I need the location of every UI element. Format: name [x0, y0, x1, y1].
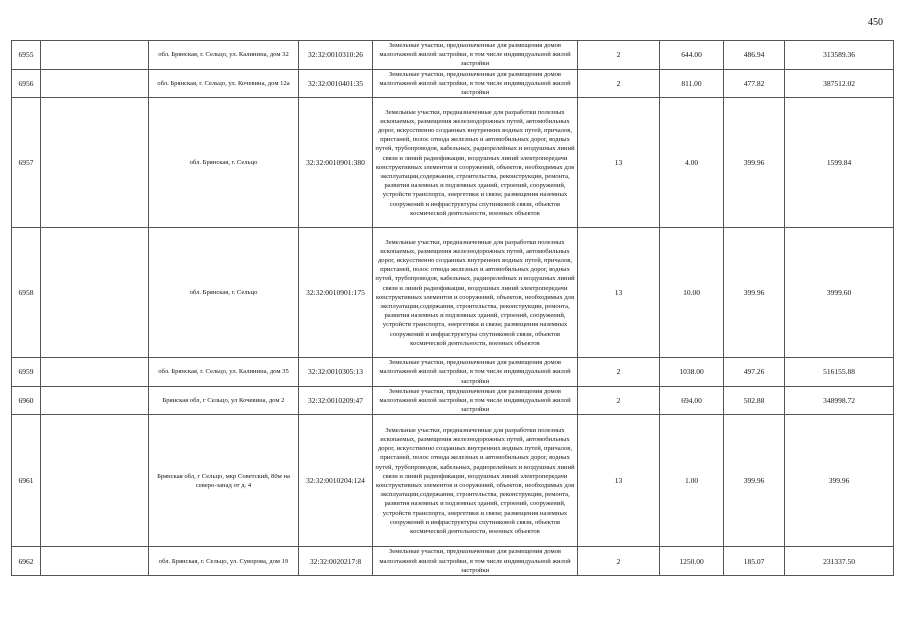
group-cell: 13: [578, 415, 660, 547]
row-number: 6962: [12, 547, 41, 576]
cadastral-number-cell: 32:32:0010401:35: [299, 69, 373, 98]
area-cell: 1038.00: [660, 358, 724, 387]
area-cell: 10.00: [660, 228, 724, 358]
cadastral-number-cell: 32:32:0010901:380: [299, 98, 373, 228]
specific-value-cell: 399.96: [724, 228, 785, 358]
table-row: [12, 358, 894, 387]
row-number: 6955: [12, 41, 41, 70]
cadastral-number-cell: 32:32:0010209:47: [299, 386, 373, 415]
group-cell: 2: [578, 386, 660, 415]
specific-value-cell: 477.82: [724, 69, 785, 98]
spacer-cell: [41, 228, 149, 358]
land-purpose-cell: Земельные участки, предназначенные для разработки полезных ископаемых, размещения железнодорожных путей, автомобильных дорог, искусственно созданных внутренних водных путей, причалов, пристаней, полос отвода железных и автомобильных дорог, водных путей, трубопроводов, кабельных, радиорелейных и воздушных линий связи и линий радиофикации, воздушных линий электропередачи конструктивных элементов и сооружений, объектов, необходимых для эксплуатации,содержания, строительства, реконструкции, ремонта, развития наземных и подземных зданий, строений, сооружений, устройств транспорта, энергетики и связи; размещения наземных сооружений и инфраструктуры спутниковой связи, объектов космической деятельности, военных объектов: [373, 228, 578, 358]
cadastral-value-cell: 399.96: [785, 415, 894, 547]
land-purpose-cell: Земельные участки, предназначенные для размещения домов малоэтажной жилой застройки, в том числе индивидуальной жилой застройки: [373, 41, 578, 70]
land-purpose-cell: Земельные участки, предназначенные для размещения домов малоэтажной жилой застройки, в том числе индивидуальной жилой застройки: [373, 358, 578, 387]
area-cell: 1.00: [660, 415, 724, 547]
cadastral-value-cell: 1599.84: [785, 98, 894, 228]
row-number: 6956: [12, 69, 41, 98]
cadastral-number-cell: 32:32:0020217:8: [299, 547, 373, 576]
group-cell: 2: [578, 358, 660, 387]
specific-value-cell: 486.94: [724, 41, 785, 70]
area-cell: 694.00: [660, 386, 724, 415]
area-cell: 811.00: [660, 69, 724, 98]
land-purpose-cell: Земельные участки, предназначенные для размещения домов малоэтажной жилой застройки, в том числе индивидуальной жилой застройки: [373, 69, 578, 98]
spacer-cell: [41, 41, 149, 70]
spacer-cell: [41, 547, 149, 576]
cadastral-value-cell: 313589.36: [785, 41, 894, 70]
address-cell: обл. Брянская, г. Сельцо: [149, 228, 299, 358]
group-cell: 13: [578, 98, 660, 228]
table-row: [12, 386, 894, 415]
land-purpose-cell: Земельные участки, предназначенные для размещения домов малоэтажной жилой застройки, в том числе индивидуальной жилой застройки: [373, 547, 578, 576]
table-row: [12, 547, 894, 576]
area-cell: 644.00: [660, 41, 724, 70]
cadastral-number-cell: 32:32:0010204:124: [299, 415, 373, 547]
table-row: [12, 69, 894, 98]
spacer-cell: [41, 415, 149, 547]
group-cell: 13: [578, 228, 660, 358]
cadastral-number-cell: 32:32:0010901:175: [299, 228, 373, 358]
cadastral-number-cell: 32:32:0010310:26: [299, 41, 373, 70]
address-cell: обл. Брянская, г. Сельцо, ул. Кочевина, дом 12а: [149, 69, 299, 98]
specific-value-cell: 185.07: [724, 547, 785, 576]
area-cell: 1250.00: [660, 547, 724, 576]
cadastral-number-cell: 32:32:0010305:13: [299, 358, 373, 387]
address-cell: Брянская обл, г Сельцо, мкр Советский, 80м на северо-запад от д. 4: [149, 415, 299, 547]
land-purpose-cell: Земельные участки, предназначенные для разработки полезных ископаемых, размещения железнодорожных путей, автомобильных дорог, искусственно созданных внутренних водных путей, причалов, пристаней, полос отвода железных и автомобильных дорог, водных путей, трубопроводов, кабельных, радиорелейных и воздушных линий связи и линий радиофикации, воздушных линий электропередачи конструктивных элементов и сооружений, объектов, необходимых для эксплуатации,содержания, строительства, реконструкции, ремонта, развития наземных и подземных зданий, строений, сооружений, устройств транспорта, энергетики и связи; размещения наземных сооружений и инфраструктуры спутниковой связи, объектов космической деятельности, военных объектов: [373, 98, 578, 228]
specific-value-cell: 502.88: [724, 386, 785, 415]
cadastral-value-cell: 231337.50: [785, 547, 894, 576]
table-row: [12, 415, 894, 547]
table-row: [12, 98, 894, 228]
area-cell: 4.00: [660, 98, 724, 228]
cadastral-value-cell: 387512.02: [785, 69, 894, 98]
spacer-cell: [41, 69, 149, 98]
specific-value-cell: 399.96: [724, 415, 785, 547]
row-number: 6957: [12, 98, 41, 228]
table-row: [12, 228, 894, 358]
page-number: 450: [868, 17, 883, 28]
group-cell: 2: [578, 69, 660, 98]
address-cell: Брянская обл, г Сельцо, ул Кочевина, дом 2: [149, 386, 299, 415]
specific-value-cell: 399.96: [724, 98, 785, 228]
cadastral-value-cell: 3999.60: [785, 228, 894, 358]
spacer-cell: [41, 98, 149, 228]
cadastral-value-cell: 516155.88: [785, 358, 894, 387]
cadastral-value-cell: 348998.72: [785, 386, 894, 415]
table-row: [12, 41, 894, 70]
address-cell: обл. Брянская, г. Сельцо, ул. Суворова, дом 19: [149, 547, 299, 576]
address-cell: обл. Брянская, г. Сельцо, ул. Калинина, дом 32: [149, 41, 299, 70]
land-purpose-cell: Земельные участки, предназначенные для размещения домов малоэтажной жилой застройки, в том числе индивидуальной жилой застройки: [373, 386, 578, 415]
group-cell: 2: [578, 547, 660, 576]
group-cell: 2: [578, 41, 660, 70]
specific-value-cell: 497.26: [724, 358, 785, 387]
row-number: 6959: [12, 358, 41, 387]
row-number: 6961: [12, 415, 41, 547]
row-number: 6958: [12, 228, 41, 358]
land-registry-table: [11, 40, 894, 576]
spacer-cell: [41, 358, 149, 387]
spacer-cell: [41, 386, 149, 415]
address-cell: обл. Брянская, г. Сельцо: [149, 98, 299, 228]
land-purpose-cell: Земельные участки, предназначенные для разработки полезных ископаемых, размещения железнодорожных путей, автомобильных дорог, искусственно созданных внутренних водных путей, причалов, пристаней, полос отвода железных и автомобильных дорог, водных путей, трубопроводов, кабельных, радиорелейных и воздушных линий связи и линий радиофикации, воздушных линий электропередачи конструктивных элементов и сооружений, объектов, необходимых для эксплуатации,содержания, строительства, реконструкции, ремонта, развития наземных и подземных зданий, строений, сооружений, устройств транспорта, энергетики и связи; размещения наземных сооружений и инфраструктуры спутниковой связи, объектов космической деятельности, военных объектов: [373, 415, 578, 547]
address-cell: обл. Брянская, г. Сельцо, ул. Калинина, дом 35: [149, 358, 299, 387]
row-number: 6960: [12, 386, 41, 415]
